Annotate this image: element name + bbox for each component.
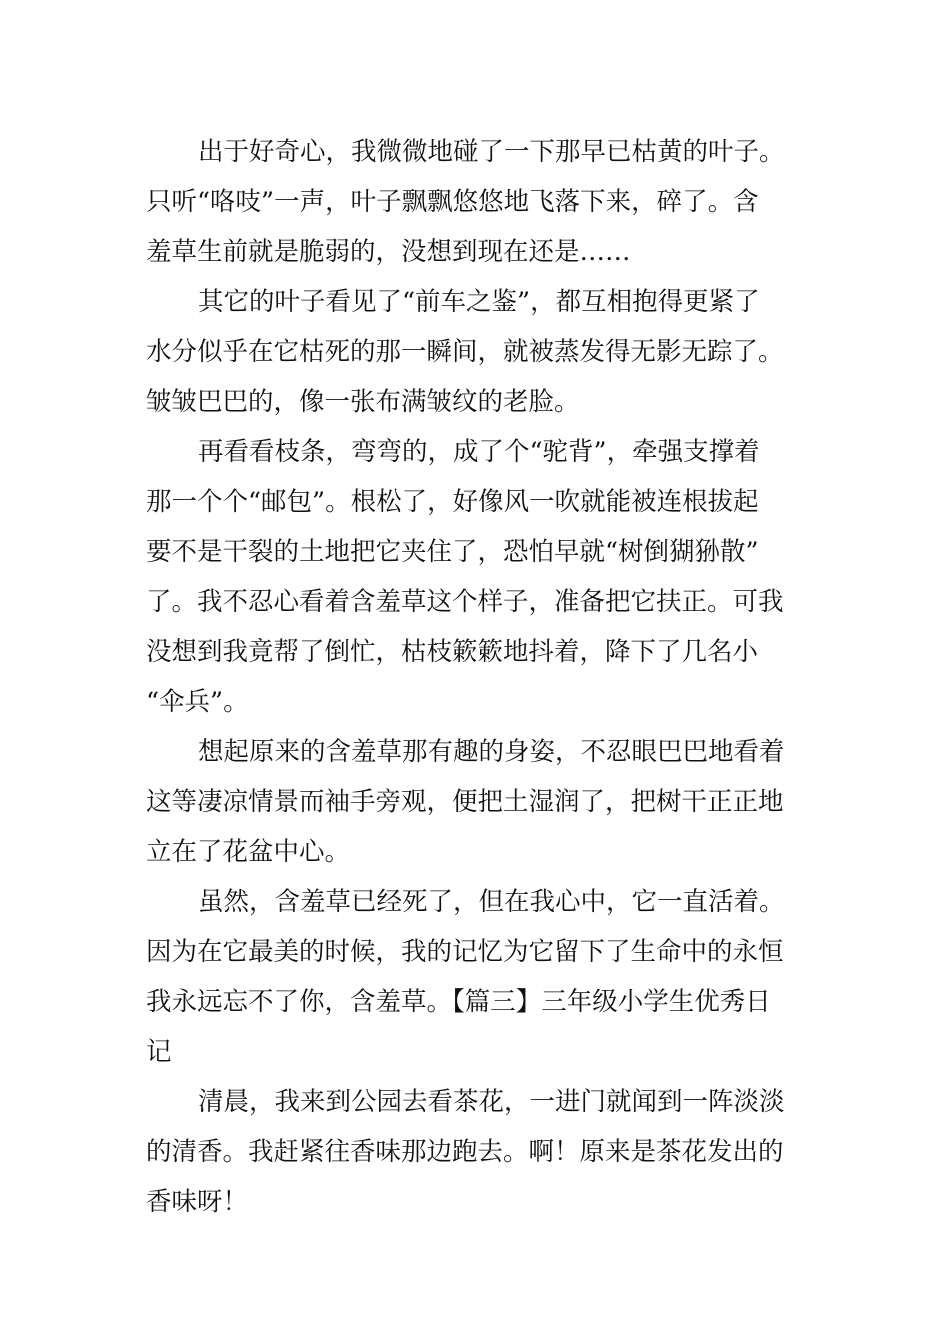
paragraph-5 [146, 877, 826, 1077]
text-line: 没想到我竟帮了倒忙，枯枝簌簌地抖着，降下了几名小 [146, 637, 759, 667]
text-line: 的清香。我赶紧往香味那边跑去。啊！原来是茶花发出的 [146, 1137, 784, 1167]
text-line: 因为在它最美的时候，我的记忆为它留下了生命中的永恒 [146, 937, 784, 967]
document-body [146, 127, 826, 1227]
text-line: 立在了花盆中心。 [146, 837, 351, 867]
text-line: 这等凄凉情景而袖手旁观，便把土湿润了，把树干正正地 [146, 787, 784, 817]
paragraph-4 [146, 727, 826, 877]
text-line: 其它的叶子看见了“前车之鉴”，都互相抱得更紧了 [198, 287, 760, 317]
text-line: 我永远忘不了你，含羞草。【篇三】三年级小学生优秀日 [146, 987, 771, 1017]
text-line: 清晨，我来到公园去看茶花，一进门就闻到一阵淡淡 [198, 1087, 785, 1117]
text-line: 那一个个“邮包”。根松了，好像风一吹就能被连根拔起 [146, 487, 759, 517]
paragraph-3 [146, 427, 826, 727]
paragraph-2 [146, 277, 826, 427]
paragraph-1 [146, 127, 826, 277]
text-line: 要不是干裂的土地把它夹住了，恐怕早就“树倒猢狲散” [146, 537, 759, 567]
text-line: 记 [146, 1037, 172, 1067]
text-line: 再看看枝条，弯弯的，成了个“驼背”，牵强支撑着 [198, 437, 760, 467]
text-line: 想起原来的含羞草那有趣的身姿，不忍眼巴巴地看着 [198, 737, 785, 767]
text-line: 了。我不忍心看着含羞草这个样子，准备把它扶正。可我 [146, 587, 784, 617]
paragraph-6 [146, 1077, 826, 1227]
text-line: 出于好奇心，我微微地碰了一下那早已枯黄的叶子。 [198, 137, 785, 167]
text-line: “伞兵”。 [146, 687, 249, 717]
text-line: 虽然，含羞草已经死了，但在我心中，它一直活着。 [198, 887, 785, 917]
text-line: 羞草生前就是脆弱的，没想到现在还是…… [146, 237, 631, 267]
text-line: 皱皱巴巴的，像一张布满皱纹的老脸。 [146, 387, 580, 417]
text-line: 香味呀！ [146, 1187, 249, 1217]
text-line: 只听“咯吱”一声，叶子飘飘悠悠地飞落下来，碎了。含 [146, 187, 759, 217]
text-line: 水分似乎在它枯死的那一瞬间，就被蒸发得无影无踪了。 [146, 337, 784, 367]
